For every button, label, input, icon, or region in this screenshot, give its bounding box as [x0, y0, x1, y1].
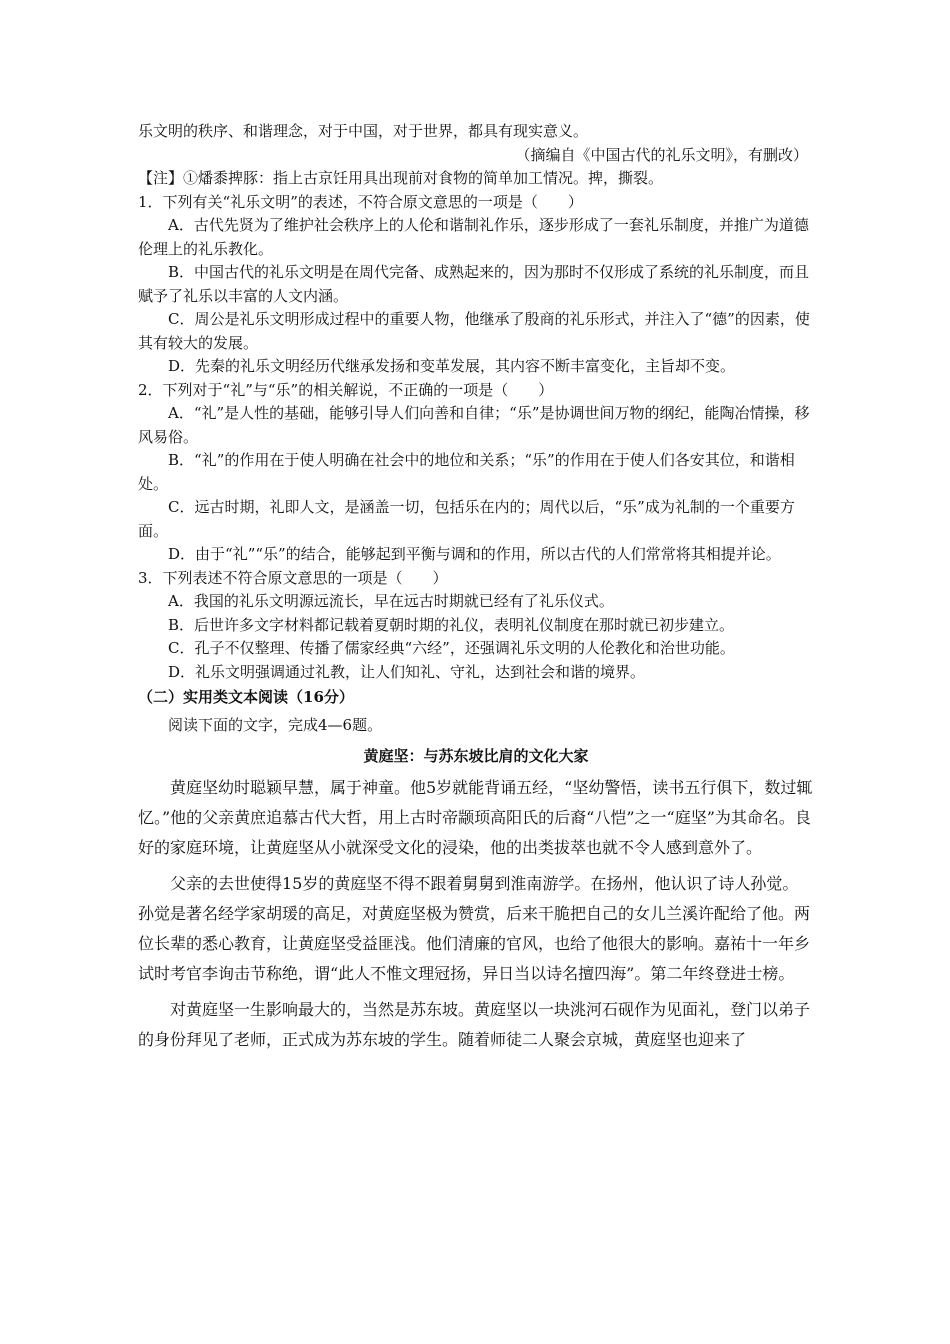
question-3-option-b: B．后世许多文字材料都记载着夏朝时期的礼仪，表明礼仪制度在那时就已初步建立。: [168, 615, 735, 634]
section-instruction: 阅读下面的文字，完成4—6题。: [168, 715, 383, 734]
question-2-option-d: D．由于“礼”“乐”的结合，能够起到平衡与调和的作用，所以古代的人们常常将其相提并论。: [168, 545, 781, 563]
source-citation: （摘编自《中国古代的礼乐文明》，有删改）: [515, 145, 808, 164]
question-1-option-d: D．先秦的礼乐文明经历代继承发扬和变革发展，其内容不断丰富变化，主旨却不变。: [168, 357, 736, 375]
question-3-option-a: A．我国的礼乐文明源远流长，早在远古时期就已经有了礼乐仪式。: [168, 592, 614, 610]
question-3-option-d: D．礼乐文明强调通过礼教，让人们知礼、守礼，达到社会和谐的境界。: [168, 662, 646, 681]
footnote: 【注】①燔黍捭豚：指上古京饪用具出现前对食物的简单加工情况。捭，撕裂。: [138, 169, 664, 187]
question-2-option-b: B．“礼”的作用在于使人明确在社会中的地位和关系；“乐”的作用在于使人们各安其位，和谐相处。: [138, 451, 795, 493]
question-1-stem: 1．下列有关“礼乐文明”的表述，不符合原文意思的一项是（ ）: [138, 192, 583, 211]
question-3-stem: 3．下列表述不符合原文意思的一项是（ ）: [138, 568, 448, 587]
section-heading: （二）实用类文本阅读（16分）: [138, 688, 354, 706]
question-1-option-a: A．古代先贤为了维护社会秩序上的人伦和谐制礼作乐，逐步形成了一套礼乐制度，并推广为道德伦理上的礼乐教化。: [138, 216, 809, 258]
article-paragraph: 对黄庭坚一生影响最大的，当然是苏东坡。黄庭坚以一块洮河石砚作为见面礼，登门以弟子的身份拜见了老师，正式成为苏东坡的学生。随着师徒二人聚会京城，黄庭坚也迎来了: [138, 999, 811, 1049]
question-1-option-b: B．中国古代的礼乐文明是在周代完备、成熟起来的，因为那时不仅形成了系统的礼乐制度，而且赋予了礼乐以丰富的人文内涵。: [138, 263, 810, 305]
article-title: 黄庭坚：与苏东坡比肩的文化大家: [363, 747, 589, 765]
article-paragraph: 黄庭坚幼时聪颖早慧，属于神童。他5岁就能背诵五经，“坚幼警悟，读书五行俱下，数过辄忆。”他的父亲黄庶追慕古代大哲，用上古时帝颛顼高阳氏的后裔“八恺”之一“庭坚”为其命名。良好的家庭环境，让黄庭坚从小就深受文化的浸染，他的出类拔萃也就不令人感到意外了。: [138, 777, 813, 857]
document-page: [138, 120, 814, 1055]
question-1-option-c: C．周公是礼乐文明形成过程中的重要人物，他继承了殷商的礼乐形式，并注入了“德”的因素，使其有较大的发展。: [138, 310, 810, 352]
article-paragraph: 父亲的去世使得15岁的黄庭坚不得不跟着舅舅到淮南游学。在扬州，他认识了诗人孙觉。孙觉是著名经学家胡瑗的高足，对黄庭坚极为赞赏，后来干脆把自己的女儿兰溪许配给了他。两位长辈的悉心教育，让黄庭坚受益匪浅。他们清廉的官风，也给了他很大的影响。嘉祐十一年乡试时考官李询击节称绝，谓“此人不惟文理冠扬，异日当以诗名擅四海”。第二年终登进士榜。: [138, 873, 811, 983]
text-line: 乐文明的秩序、和谐理念，对于中国，对于世界，都具有现实意义。: [138, 122, 589, 140]
question-2-option-c: C．远古时期，礼即人文，是涵盖一切，包括乐在内的；周代以后，“乐”成为礼制的一个重要方面。: [138, 498, 795, 540]
question-2-option-a: A．“礼”是人性的基础，能够引导人们向善和自律；“乐”是协调世间万物的纲纪，能陶冶情操，移风易俗。: [138, 404, 810, 446]
question-2-stem: 2．下列对于“礼”与“乐”的相关解说，不正确的一项是（ ）: [138, 380, 554, 399]
question-3-option-c: C．孔子不仅整理、传播了儒家经典“六经”，还强调礼乐文明的人伦教化和治世功能。: [168, 639, 735, 657]
